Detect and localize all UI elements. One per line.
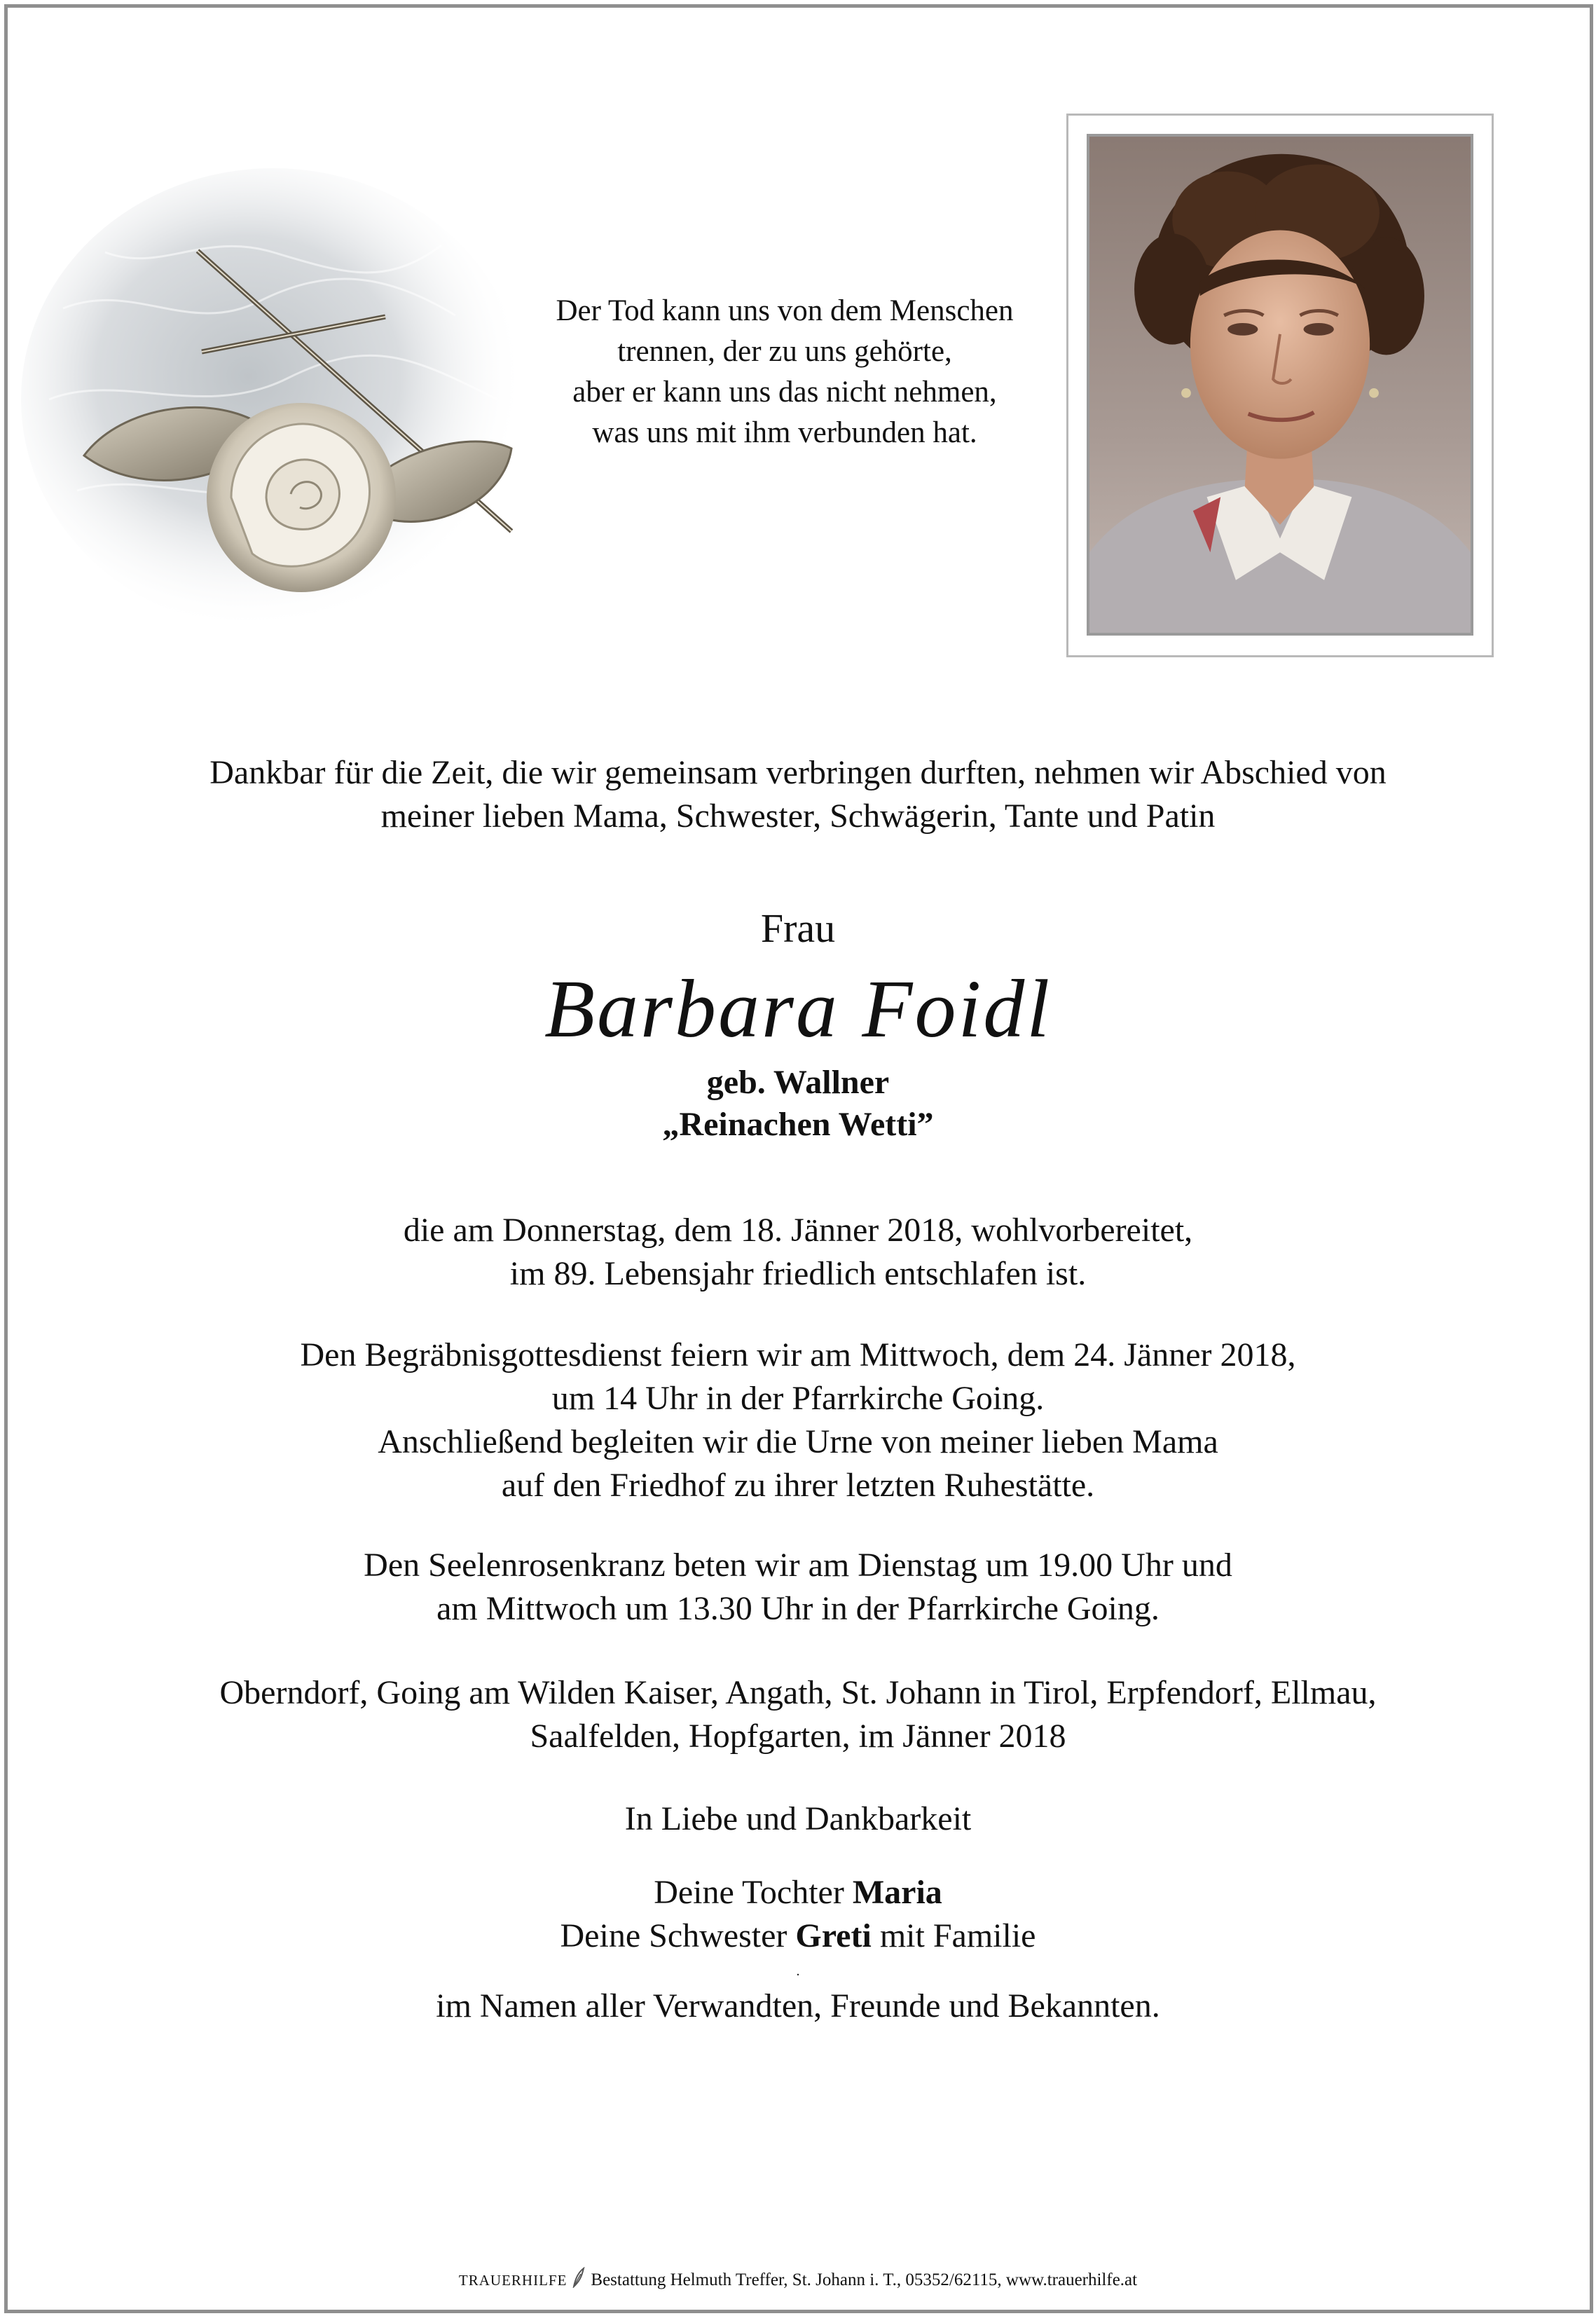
- portrait-frame: [1066, 114, 1494, 657]
- separator-dot: .: [796, 1964, 800, 1979]
- death-notice: [0, 1209, 1596, 1296]
- places-dateline: [0, 1671, 1596, 1758]
- death-notice-line: die am Donnerstag, dem 18. Jänner 2018, wohlvorbereitet,: [403, 1212, 1193, 1249]
- mourner-suffix: mit Familie: [871, 1917, 1036, 1954]
- places-line: Oberndorf, Going am Wilden Kaiser, Angath, St. Johann in Tirol, Erpfendorf, Ellmau,: [219, 1674, 1377, 1711]
- quote-line: Der Tod kann uns von dem Menschen: [556, 294, 1014, 327]
- footer: [0, 2267, 1596, 2292]
- footer-text: Bestattung Helmuth Treffer, St. Johann i. T., 05352/62115, www.trauerhilfe.at: [591, 2270, 1138, 2289]
- footer-brand: TRAUERHILFE: [458, 2272, 567, 2289]
- deceased-name: Barbara Foidl: [544, 963, 1052, 1055]
- places-line: Saalfelden, Hopfgarten, im Jänner 2018: [530, 1718, 1066, 1755]
- quote-line: was uns mit ihm verbunden hat.: [592, 416, 977, 449]
- funeral-line: Anschließend begleiten wir die Urne von meiner lieben Mama: [378, 1423, 1218, 1460]
- feather-icon: [571, 2267, 586, 2288]
- funeral-info: [0, 1334, 1596, 1507]
- mourner-name: Greti: [795, 1917, 872, 1954]
- mourners-final-line: im Namen aller Verwandten, Freunde und Bekannten.: [436, 1987, 1160, 2024]
- mourner-name: Maria: [852, 1874, 942, 1911]
- intro-line: meiner lieben Mama, Schwester, Schwägerin, Tante und Patin: [380, 797, 1216, 835]
- quote-line: trennen, der zu uns gehörte,: [617, 335, 952, 368]
- closing-text: In Liebe und Dankbarkeit: [624, 1800, 972, 1837]
- mourner-prefix: Deine Tochter: [654, 1874, 853, 1911]
- death-notice-line: im 89. Lebensjahr friedlich entschlafen ist.: [509, 1255, 1087, 1292]
- mourner-sister: [0, 1914, 1596, 1958]
- memorial-quote: [462, 291, 1107, 453]
- mourners-list: [0, 1871, 1596, 1958]
- intro-text: [0, 751, 1596, 838]
- maiden-name: geb. Wallner: [706, 1064, 890, 1101]
- rosary-line: am Mittwoch um 13.30 Uhr in der Pfarrkirche Going.: [436, 1590, 1160, 1627]
- rosary-info: [0, 1544, 1596, 1631]
- rosary-line: Den Seelenrosenkranz beten wir am Dienstag um 19.00 Uhr und: [364, 1547, 1232, 1584]
- mourner-daughter: [0, 1871, 1596, 1914]
- quote-line: aber er kann uns das nicht nehmen,: [572, 376, 997, 409]
- funeral-line: Den Begräbnisgottesdienst feiern wir am Mittwoch, dem 24. Jänner 2018,: [300, 1336, 1296, 1373]
- portrait-photo: [1087, 134, 1473, 636]
- deceased-title: Frau: [760, 905, 836, 951]
- funeral-line: auf den Friedhof zu ihrer letzten Ruhestätte.: [501, 1467, 1095, 1504]
- intro-line: Dankbar für die Zeit, die wir gemeinsam verbringen durften, nehmen wir Abschied von: [209, 754, 1387, 791]
- mourner-prefix: Deine Schwester: [560, 1917, 796, 1954]
- funeral-line: um 14 Uhr in der Pfarrkirche Going.: [551, 1380, 1045, 1417]
- rose-icon: [207, 403, 396, 592]
- nickname: „Reinachen Wetti”: [662, 1106, 934, 1143]
